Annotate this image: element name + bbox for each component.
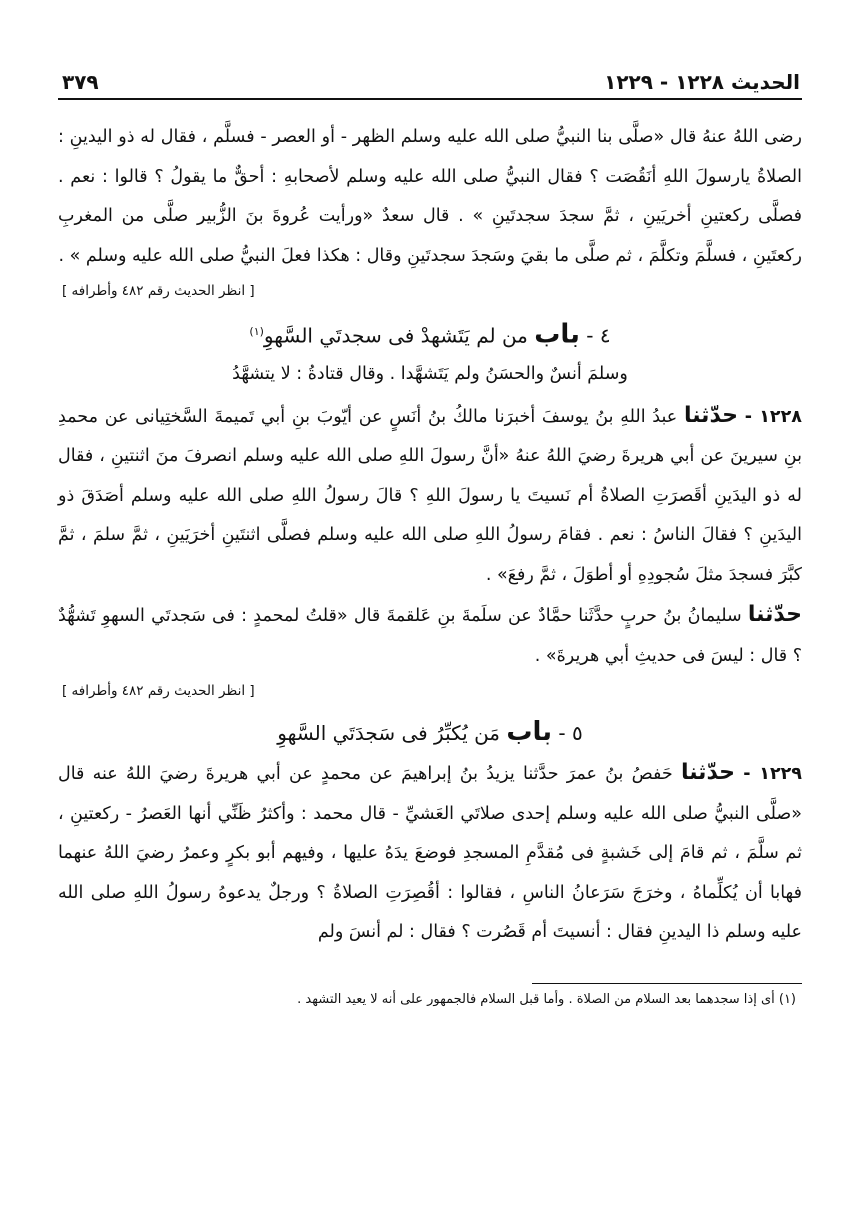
page-header bbox=[58, 58, 802, 100]
page-number: ٣٧٩ bbox=[62, 70, 99, 94]
hadith-number: ١٢٢٨ - bbox=[744, 406, 802, 427]
hadith-text: عبدُ اللهِ بنُ يوسفَ أخبرَنا مالكُ بنُ أنَسٍ عن أيّوبَ بنِ أبي تَميمةَ السَّختِيانى عن محمدِ بنِ سيرينَ عن أبي هريرةَ رضيَ اللهُ عنهُ «أنَّ رسولَ اللهِ صلى الله عليه وسلم انصرفَ منَ اثنتينِ ، فقال له ذو اليدَينِ أقَصرَتِ الصلاةُ أم نَسيتَ يا رسولَ اللهِ ؟ قالَ رسولُ اللهِ صلى الله عليه وسلم أصَدَقَ ذو اليدَينِ ؟ فقالَ الناسُ : نعم . فقامَ رسولُ اللهِ صلى الله عليه وسلم فصلَّى اثنتَينِ أخرَيَينِ ، ثمَّ سلمَ ، ثمَّ كبَّرَ فسجدَ مثلَ سُجودِهِ أو أطوَلَ ، ثمَّ رفعَ» . bbox=[58, 406, 802, 585]
page-body bbox=[58, 118, 802, 953]
chapter-number: ٥ - bbox=[558, 721, 583, 746]
hadith-1228 bbox=[58, 396, 802, 596]
haddathana-marker: حدّثنا bbox=[680, 760, 736, 786]
chapter-number: ٤ - bbox=[586, 323, 611, 348]
hadith-1228-second-chain bbox=[58, 595, 802, 676]
hadith-text: سليمانُ بنُ حربٍ حدَّثَنا حمَّادٌ عن سلَمةَ بنِ عَلقمةَ قال «قلتُ لمحمدٍ : فى سَجدتَي السهوِ تَشهُّدٌ ؟ قال : ليسَ فى حديثِ أبي هريرةَ» . bbox=[58, 606, 802, 666]
footnote-divider bbox=[532, 983, 802, 984]
hadith-text: حَفصُ بنُ عمرَ حدَّثنا يزيدُ بنُ إبراهيمَ عن محمدٍ عن أبي هريرةَ رضيَ اللهُ عنه قال «صلَّى النبيُّ صلى الله عليه وسلم إحدى صلاتَي العَشيِّ - قال محمد : وأكثرُ ظَنِّي أنها العَصرُ - ركعتينِ ، ثم سلَّمَ ، ثم قامَ إلى خَشبةٍ فى مُقدَّمِ المسجدِ فوضعَ يدَهُ عليها ، وفيهم أبو بكرٍ وعمرُ رضيَ اللهُ عنهما فهابا أن يُكلِّماهُ ، وخرَجَ سَرَعانُ الناسِ ، فقالوا : أقُصِرَتِ الصلاةُ ؟ ورجلٌ يدعوهُ رسولُ اللهِ صلى الله عليه وسلم ذا اليدينِ فقال : أنسيتَ أم قَصُرت ؟ فقال : لم أنسَ ولم bbox=[58, 764, 802, 943]
hadith-number: ١٢٢٩ - bbox=[743, 764, 802, 785]
footnote: (١) أى إذا سجدهما بعد السلام من الصلاة . وأما قبل السلام فالجمهور على أنه لا يعيد التشهد . bbox=[297, 991, 796, 1007]
footnote-marker: (١) bbox=[249, 325, 264, 338]
chapter-bab-label: باب bbox=[534, 319, 580, 350]
chapter-heading-5 bbox=[58, 712, 802, 753]
book-page bbox=[58, 58, 802, 1180]
chapter-bab-label: باب bbox=[506, 717, 553, 748]
hadith-1229 bbox=[58, 753, 802, 953]
cross-reference bbox=[58, 280, 802, 302]
cross-reference-text: [ انظر الحديث رقم ٤٨٢ وأطرافه ] bbox=[62, 283, 255, 299]
chapter-note: وسلمَ أنسٌ والحسَنُ ولم يَتَشهَّدا . وقال قتادةُ : لا يتشهَّدُ bbox=[232, 363, 628, 384]
haddathana-marker: حدّثنا bbox=[683, 402, 739, 428]
chapter-heading-4 bbox=[58, 312, 802, 356]
chapter-title: مَن يُكبِّرُ فى سَجدَتَي السَّهوِ bbox=[277, 721, 501, 746]
hadith-continuation: رضى اللهُ عنهُ قال «صلَّى بنا النبيُّ صلى الله عليه وسلم الظهر - أو العصر - فسلَّم ، فقال له ذو اليدينِ : الصلاةُ يارسولَ اللهِ أنَقُصَت ؟ فقال النبيُّ صلى الله عليه وسلم لأصحابهِ : أحقٌّ ما يقولُ ؟ قالوا : نعم . فصلَّى ركعتينِ أخريَينِ ، ثمَّ سجدَ سجدتَينِ » . قال سعدٌ «ورأيت عُروةَ بنَ الزُّبير صلَّى من المغربِ ركعتَينِ ، فسلَّمَ وتكلَّمَ ، ثم صلَّى ما بقيَ وسَجدَ سجدتَينِ وقال : هكذا فعلَ النبيُّ صلى الله عليه وسلم » . bbox=[58, 127, 802, 266]
chapter-title: من لم يَتَشهدْ فى سجدتَي السَّهوِ bbox=[263, 323, 528, 348]
cross-reference bbox=[58, 680, 802, 702]
haddathana-marker: حدّثنا bbox=[747, 602, 802, 628]
cross-reference-text: [ انظر الحديث رقم ٤٨٢ وأطرافه ] bbox=[62, 683, 255, 700]
running-title: الحديث ١٢٢٨ - ١٢٢٩ bbox=[604, 70, 800, 94]
